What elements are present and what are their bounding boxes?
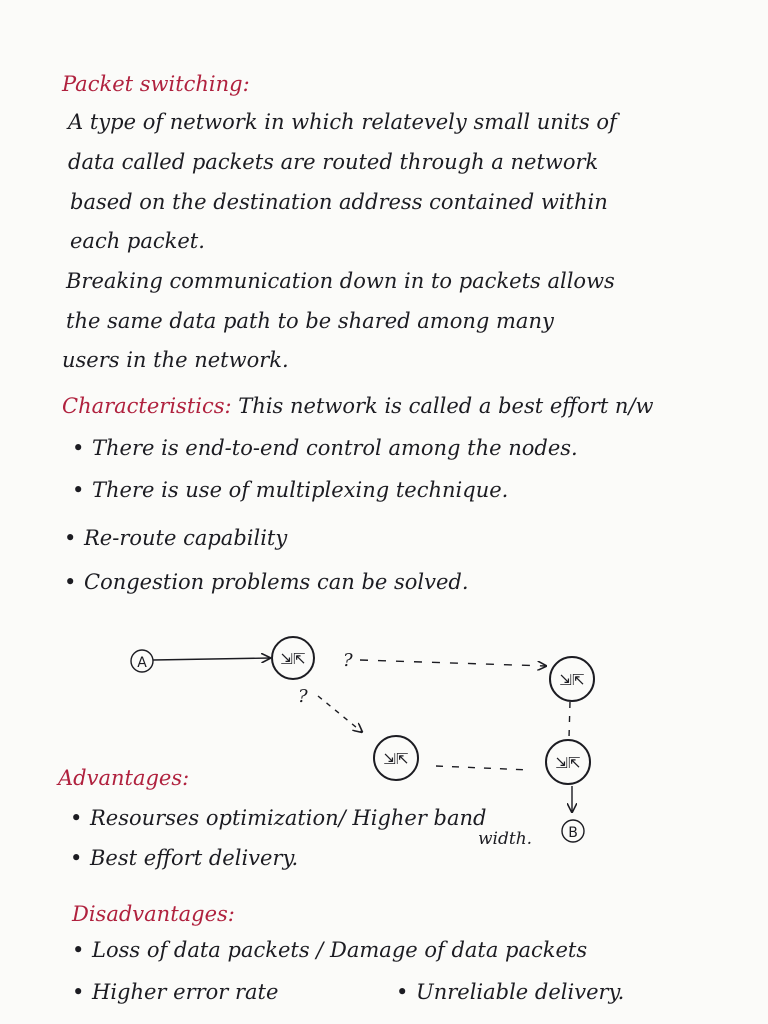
svg-text:⇲⇱: ⇲⇱ (559, 671, 585, 689)
list-item: • Loss of data packets / Damage of data packets (72, 938, 588, 962)
link-r1-r2 (360, 660, 546, 666)
node-a (131, 650, 153, 672)
node-b (562, 820, 584, 842)
link-r3-r4 (436, 766, 530, 770)
advantages-continuation: width. (478, 829, 533, 849)
characteristics-heading: Characteristics: (62, 394, 232, 418)
router-icon (272, 637, 314, 679)
link-a-r1 (153, 658, 270, 660)
list-item: • Congestion problems can be solved. (64, 570, 469, 594)
packet-switching-heading: Packet switching: (62, 72, 250, 96)
svg-text:⇲⇱: ⇲⇱ (383, 750, 409, 768)
svg-text:⇲⇱: ⇲⇱ (555, 754, 581, 772)
node-a-label: A (137, 655, 147, 671)
list-item: • Unreliable delivery. (396, 980, 625, 1004)
text-line: each packet. (70, 229, 205, 253)
list-item: • There is use of multiplexing technique. (72, 478, 509, 502)
list-item: • Best effort delivery. (70, 846, 299, 870)
router-icon (546, 740, 590, 784)
disadvantages-heading: Disadvantages: (72, 902, 235, 926)
question-mark: ? (343, 650, 353, 671)
text-line: data called packets are routed through a network (68, 150, 599, 174)
advantages-heading: Advantages: (58, 766, 190, 790)
characteristics-intro: This network is called a best effort n/w (238, 394, 654, 418)
node-b-label: B (568, 825, 578, 841)
text-line: Breaking communication down in to packets allows (66, 269, 615, 293)
text-line: users in the network. (62, 348, 289, 372)
router-icon (550, 657, 594, 701)
link-r2-r4 (569, 702, 570, 738)
text-line: the same data path to be shared among many (66, 309, 554, 333)
list-item: • Re-route capability (64, 526, 288, 550)
list-item: • There is end-to-end control among the nodes. (72, 436, 578, 460)
link-r1-r3 (318, 696, 362, 732)
router-icon (374, 736, 418, 780)
list-item: • Resourses optimization/ Higher band (70, 806, 487, 830)
list-item: • Higher error rate (72, 980, 279, 1004)
svg-text:⇲⇱: ⇲⇱ (280, 650, 306, 668)
text-line: based on the destination address contained within (70, 190, 608, 214)
text-line: A type of network in which relatevely small units of (68, 110, 617, 134)
question-mark: ? (298, 686, 308, 707)
